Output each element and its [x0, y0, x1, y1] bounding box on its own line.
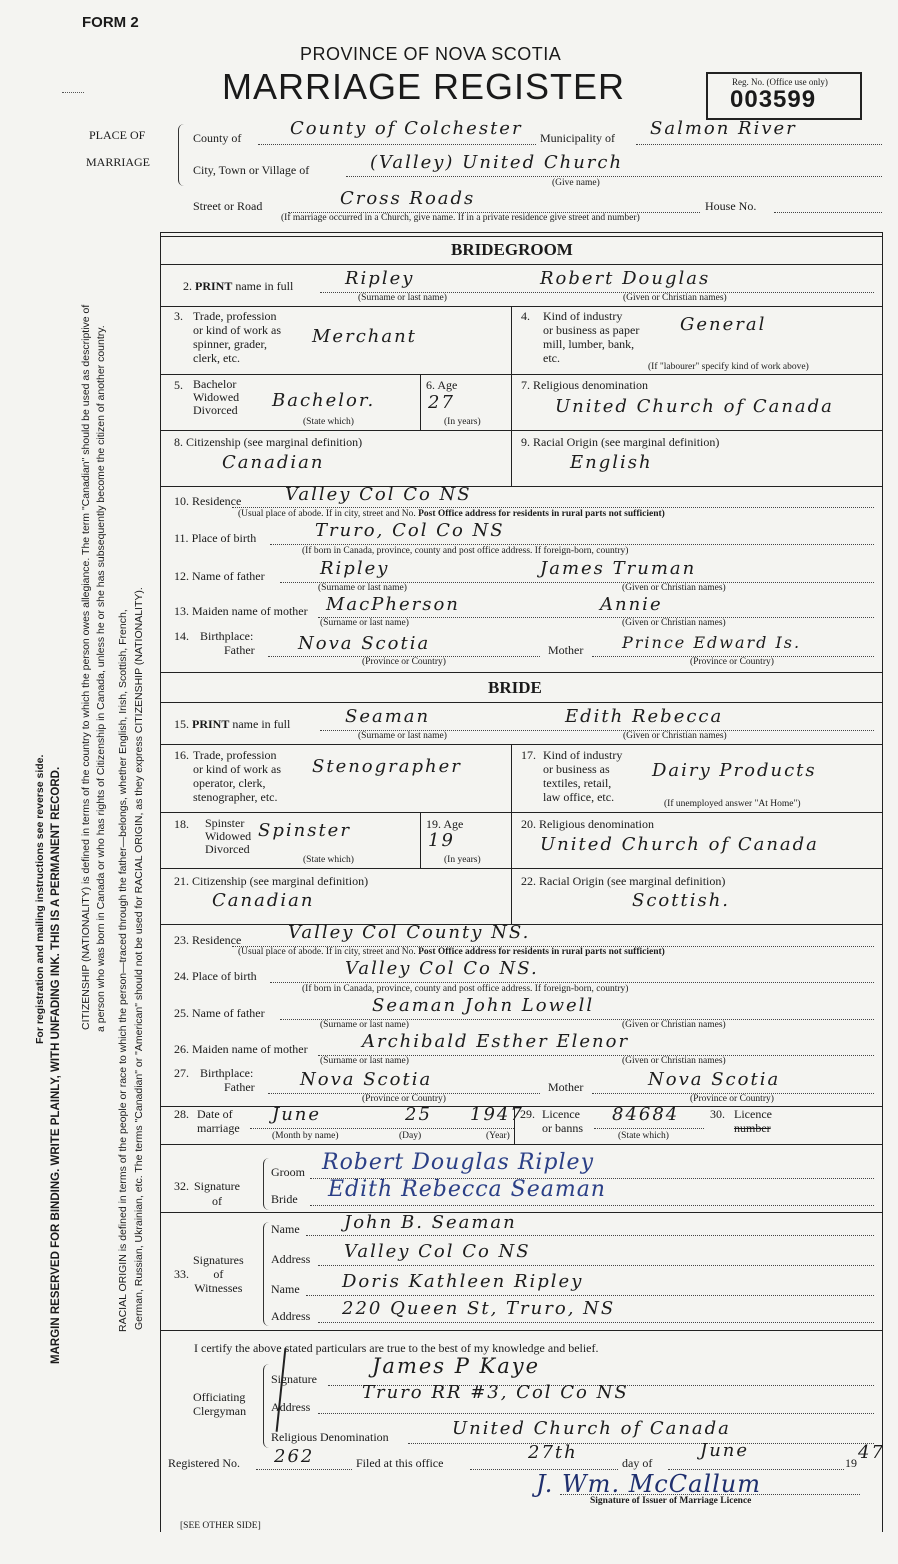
rule — [160, 868, 882, 869]
rule — [160, 1330, 882, 1331]
field-9-label: 9. Racial Origin (see marginal definition) — [521, 435, 720, 449]
field-18-label: Spinster Widowed Divorced — [205, 816, 252, 856]
field-30-num: 30. — [710, 1107, 725, 1121]
place-label-2: MARRIAGE — [86, 155, 151, 169]
rule — [160, 306, 882, 307]
bride-residence: Valley Col County NS. — [288, 922, 531, 943]
field-20-label: 20. Religious denomination — [521, 817, 654, 831]
bride-given-names: Edith Rebecca — [565, 706, 724, 727]
witness-2-name: Doris Kathleen Ripley — [342, 1271, 584, 1292]
page-title: MARRIAGE REGISTER — [222, 66, 626, 107]
w1-name-label: Name — [271, 1222, 300, 1236]
province-caption: (Province or Country) — [690, 657, 774, 667]
groom-father-birthplace: Nova Scotia — [298, 633, 431, 654]
certification-statement: I certify the above stated particulars are true to the best of my knowledge and belief. — [194, 1341, 599, 1355]
street-label: Street or Road — [193, 199, 263, 213]
residence-note: (Usual place of abode. If in city, street and No. Post Office address for residents in rural parts not sufficient) — [238, 509, 665, 519]
w2-address-label: Address — [271, 1309, 311, 1323]
in-years-caption: (In years) — [444, 855, 481, 865]
bride-trade: Stenographer — [312, 756, 462, 777]
clergy-denomination-label: Religious Denomination — [271, 1430, 389, 1444]
see-other-side: [SEE OTHER SIDE] — [180, 1521, 261, 1531]
given-caption: (Given or Christian names) — [622, 583, 726, 593]
bride-signature: Edith Rebecca Seaman — [328, 1177, 606, 1202]
county-label: County of — [193, 131, 242, 145]
witness-1-address: Valley Col Co NS — [344, 1241, 531, 1262]
year-prefix: 19 — [845, 1456, 857, 1470]
bride-citizenship: Canadian — [212, 890, 315, 911]
bride-mother: Archibald Esther Elenor — [362, 1031, 630, 1052]
issuer-signature: J. Wm. McCallum — [536, 1470, 761, 1498]
month-caption: (Month by name) — [272, 1131, 339, 1141]
col-divider — [511, 812, 512, 868]
province-title: PROVINCE OF NOVA SCOTIA — [300, 44, 562, 64]
clergy-address-line — [318, 1413, 874, 1414]
birthplace-line — [270, 982, 874, 983]
field-26-label: 26. Maiden name of mother — [174, 1042, 308, 1056]
day-of-label: day of — [622, 1456, 653, 1470]
place-brace — [178, 124, 187, 186]
issuer-line — [560, 1494, 860, 1495]
field-15-label: 15. PRINT name in full — [174, 717, 291, 731]
surname-caption: (Surname or last name) — [318, 583, 407, 593]
groom-mother-given: Annie — [600, 594, 663, 615]
city-label: City, Town or Village of — [193, 163, 310, 177]
licence-line — [594, 1128, 704, 1129]
w2-address-line — [318, 1322, 874, 1323]
margin-citizenship-1: CITIZENSHIP (NATIONALITY) is defined in terms of the country to which the person owes allegiance. The term "Canadian" should be used as descriptive of — [80, 304, 92, 1030]
col-divider — [511, 744, 512, 812]
bride-sig-line — [310, 1205, 874, 1206]
unemployed-note: (If unemployed answer "At Home") — [664, 799, 801, 809]
given-caption: (Given or Christian names) — [622, 1020, 726, 1030]
field-22-label: 22. Racial Origin (see marginal definition) — [521, 874, 726, 888]
clergy-denomination: United Church of Canada — [452, 1418, 731, 1439]
field-19-label: 19. Age — [426, 817, 464, 831]
col-divider — [511, 306, 512, 374]
field-3-num: 3. — [174, 309, 183, 323]
rule — [160, 1144, 882, 1145]
groom-status: Bachelor. — [272, 390, 376, 411]
groom-label: Groom — [271, 1165, 305, 1179]
groom-signature: Robert Douglas Ripley — [322, 1150, 595, 1175]
pencil-mark — [62, 92, 84, 93]
field-23-label: 23. Residence — [174, 933, 242, 947]
rule — [160, 672, 882, 673]
house-label: House No. — [705, 199, 757, 213]
county-value: County of Colchester — [290, 118, 523, 139]
field-32-label: Signature of — [194, 1179, 240, 1208]
field-4-num: 4. — [521, 309, 530, 323]
given-caption: (Given or Christian names) — [623, 293, 727, 303]
field-13-label: 13. Maiden name of mother — [174, 604, 308, 618]
clergy-denomination-line — [408, 1443, 874, 1444]
house-line — [774, 212, 882, 213]
col-divider — [511, 868, 512, 924]
field-25-label: 25. Name of father — [174, 1006, 265, 1020]
field-30-label: Licence number — [734, 1107, 772, 1135]
groom-mother-birthplace: Prince Edward Is. — [622, 633, 802, 652]
field-17-label: Kind of industry or business as textiles, retail, law office, etc. — [543, 748, 623, 804]
street-note: (If marriage occurred in a Church, give name. If in a private residence give street and number) — [281, 213, 640, 223]
surname-caption: (Surname or last name) — [320, 1056, 409, 1066]
field-33-num: 33. — [174, 1267, 189, 1281]
groom-age: 27 — [428, 392, 455, 413]
clergy-address-label: Address — [271, 1400, 311, 1414]
surname-caption: (Surname or last name) — [320, 618, 409, 628]
in-years-caption: (In years) — [444, 417, 481, 427]
field-8-label: 8. Citizenship (see marginal definition) — [174, 435, 363, 449]
filed-label: Filed at this office — [356, 1456, 444, 1470]
marriage-day: 25 — [405, 1104, 432, 1125]
margin-racial-2: German, Russian, Ukrainian, etc. The terms "Canadian" or "American" should not be used for RACIAL ORIGIN, as they express CITIZENSHIP (NATIONALITY). — [133, 587, 145, 1330]
reg-no-line — [256, 1469, 352, 1470]
street-value: Cross Roads — [340, 188, 476, 209]
province-caption: (Province or Country) — [362, 1094, 446, 1104]
field-14-num: 14. — [174, 629, 189, 643]
groom-religion: United Church of Canada — [555, 396, 834, 417]
bride-birthplace: Valley Col Co NS. — [345, 958, 539, 979]
registered-number: 262 — [274, 1446, 315, 1467]
surname-caption: (Surname or last name) — [358, 731, 447, 741]
field-12-label: 12. Name of father — [174, 569, 265, 583]
rule — [160, 744, 882, 745]
w1-name-line — [306, 1235, 874, 1236]
reg-no-label: Reg. No. — [732, 77, 765, 87]
rule — [160, 1212, 882, 1213]
place-label-1: PLACE OF — [89, 128, 146, 142]
reg-number-box — [706, 72, 862, 120]
groom-father-surname: Ripley — [320, 558, 390, 579]
clergy-address: Truro RR #3, Col Co NS — [362, 1382, 629, 1403]
clergy-signature-label: Signature — [271, 1372, 317, 1386]
field-2-label: 2. PRINT name in full — [183, 279, 294, 293]
bride-label: Bride — [271, 1192, 298, 1206]
province-caption: (Province or Country) — [690, 1094, 774, 1104]
registered-label: Registered No. — [168, 1456, 240, 1470]
given-caption: (Given or Christian names) — [622, 1056, 726, 1066]
birthplace-line — [270, 544, 874, 545]
groom-industry: General — [680, 314, 767, 335]
groom-racial-origin: English — [570, 452, 653, 473]
field-16-num: 16. — [174, 748, 189, 762]
w1-address-line — [318, 1265, 874, 1266]
field-24-label: 24. Place of birth — [174, 969, 257, 983]
form-right-border — [882, 232, 883, 1532]
marriage-year: 1947 — [470, 1104, 524, 1125]
field-21-label: 21. Citizenship (see marginal definition) — [174, 874, 369, 888]
rule — [160, 264, 882, 265]
groom-citizenship: Canadian — [222, 452, 325, 473]
bride-age: 19 — [428, 830, 455, 851]
field-29-label: Licence or banns — [542, 1107, 583, 1135]
witness-1-name: John B. Seaman — [344, 1212, 517, 1233]
field-3-label: Trade, profession or kind of work as spinner, grader, clerk, etc. — [193, 309, 281, 365]
municipality-value: Salmon River — [650, 118, 797, 139]
clergy-brace — [263, 1364, 270, 1448]
state-which-caption: (State which) — [303, 417, 354, 427]
city-value: (Valley) United Church — [370, 152, 624, 173]
groom-trade: Merchant — [312, 326, 417, 347]
field-29-num: 29. — [520, 1107, 535, 1121]
groom-father-given: James Truman — [540, 558, 697, 579]
col-divider — [514, 1106, 515, 1144]
residence-note: (Usual place of abode. If in city, street and No. Post Office address for residents in rural parts not sufficient) — [238, 947, 665, 957]
field-10-label: 10. Residence — [174, 494, 242, 508]
clergyman-label: Officiating Clergyman — [193, 1390, 247, 1418]
bride-religion: United Church of Canada — [540, 834, 819, 855]
col-divider — [420, 812, 421, 868]
clergy-flourish — [276, 1348, 287, 1432]
rule — [160, 430, 882, 431]
rule — [160, 232, 882, 233]
field-16-label: Trade, profession or kind of work as operator, clerk, stenographer, etc. — [193, 748, 281, 804]
col-divider — [511, 374, 512, 430]
mother-label: Mother — [548, 1080, 584, 1094]
state-which-caption: (State which) — [618, 1131, 669, 1141]
surname-caption: (Surname or last name) — [320, 1020, 409, 1030]
field-28-num: 28. — [174, 1107, 189, 1121]
surname-caption: (Surname or last name) — [358, 293, 447, 303]
groom-mother-surname: MacPherson — [326, 594, 460, 615]
rule — [160, 812, 882, 813]
issuer-caption: Signature of Issuer of Marriage Licence — [590, 1496, 752, 1506]
groom-surname: Ripley — [345, 268, 415, 289]
residence-line — [232, 507, 874, 508]
rule — [160, 486, 882, 487]
municipality-line — [636, 144, 882, 145]
mother-label: Mother — [548, 643, 584, 657]
col-divider — [420, 374, 421, 430]
witness-2-address: 220 Queen St, Truro, NS — [342, 1298, 616, 1319]
filed-month: June — [700, 1440, 750, 1461]
margin-citizenship-2: a person who was born in Canada or who has rights of Citizenship in Canada, unless he or she has subsequently become the citizen of another country. — [95, 325, 107, 1032]
col-divider — [511, 430, 512, 486]
w2-name-label: Name — [271, 1282, 300, 1296]
form-left-border — [160, 232, 161, 1532]
filed-day: 27th — [528, 1442, 578, 1463]
groom-given-names: Robert Douglas — [540, 268, 711, 289]
bride-father: Seaman John Lowell — [372, 995, 595, 1016]
filed-year: 47 — [858, 1442, 885, 1463]
bride-racial-origin: Scottish. — [632, 890, 731, 911]
state-which-caption: (State which) — [303, 855, 354, 865]
field-11-label: 11. Place of birth — [174, 531, 257, 545]
w2-name-line — [306, 1295, 874, 1296]
groom-residence: Valley Col Co NS — [285, 484, 472, 505]
day-caption: (Day) — [399, 1131, 422, 1141]
given-caption: (Given or Christian names) — [623, 731, 727, 741]
birth-note: (If born in Canada, province, county and post office address. If foreign-born, country) — [302, 984, 629, 994]
field-33-label: Signatures of Witnesses — [193, 1253, 244, 1295]
witness-brace — [263, 1222, 270, 1326]
field-18-num: 18. — [174, 817, 189, 831]
field-14-label: Birthplace: Father — [200, 629, 255, 657]
field-5-label: Bachelor Widowed Divorced — [193, 377, 240, 417]
field-32-num: 32. — [174, 1179, 189, 1193]
margin-instructions: For registration and mailing instructions see reverse side. — [34, 754, 46, 1044]
marriage-month: June — [272, 1104, 322, 1125]
rule — [160, 702, 882, 703]
field-6-label: 6. Age — [426, 378, 458, 392]
county-line — [258, 144, 536, 145]
field-17-num: 17. — [521, 748, 536, 762]
province-caption: (Province or Country) — [362, 657, 446, 667]
field-4-label: Kind of industry or business as paper mill, lumber, bank, etc. — [543, 309, 640, 365]
field-27-num: 27. — [174, 1066, 189, 1080]
field-28-label: Date of marriage — [197, 1107, 240, 1135]
date-line — [250, 1128, 514, 1129]
signature-brace — [263, 1158, 270, 1210]
field-27-label: Birthplace: Father — [200, 1066, 255, 1094]
margin-racial-1: RACIAL ORIGIN is defined in terms of the people or race to which the person—traced through the father—belongs, whether English, Irish, Scottish, French, — [117, 609, 129, 1332]
field-5-num: 5. — [174, 378, 183, 392]
form-label: FORM 2 — [82, 14, 139, 31]
rule — [160, 236, 882, 237]
margin-binding: MARGIN RESERVED FOR BINDING. WRITE PLAINLY, WITH UNFADING INK. THIS IS A PERMANENT RECORD. — [50, 766, 62, 1364]
bride-mother-birthplace: Nova Scotia — [648, 1069, 781, 1090]
section-bridegroom: BRIDEGROOM — [451, 240, 573, 259]
bride-industry: Dairy Products — [652, 760, 817, 781]
office-use-label: (Office use only) — [766, 77, 828, 87]
rule — [160, 374, 882, 375]
birth-note: (If born in Canada, province, county and post office address. If foreign-born, country) — [302, 546, 629, 556]
municipality-label: Municipality of — [540, 131, 615, 145]
bride-status: Spinster — [258, 820, 351, 841]
licence-number: 84684 — [612, 1104, 680, 1125]
field-7-label: 7. Religious denomination — [521, 378, 648, 392]
bride-father-birthplace: Nova Scotia — [300, 1069, 433, 1090]
bride-surname: Seaman — [345, 706, 431, 727]
section-bride: BRIDE — [488, 678, 542, 697]
given-caption: (Given or Christian names) — [622, 618, 726, 628]
give-name-caption: (Give name) — [552, 178, 600, 188]
city-line — [346, 176, 882, 177]
year-caption: (Year) — [486, 1131, 510, 1141]
clergy-signature: James P Kaye — [372, 1354, 541, 1378]
w1-address-label: Address — [271, 1252, 311, 1266]
labourer-note: (If "labourer" specify kind of work above) — [648, 362, 809, 372]
groom-birthplace: Truro, Col Co NS — [315, 520, 505, 541]
reg-number: 003599 — [730, 86, 817, 113]
